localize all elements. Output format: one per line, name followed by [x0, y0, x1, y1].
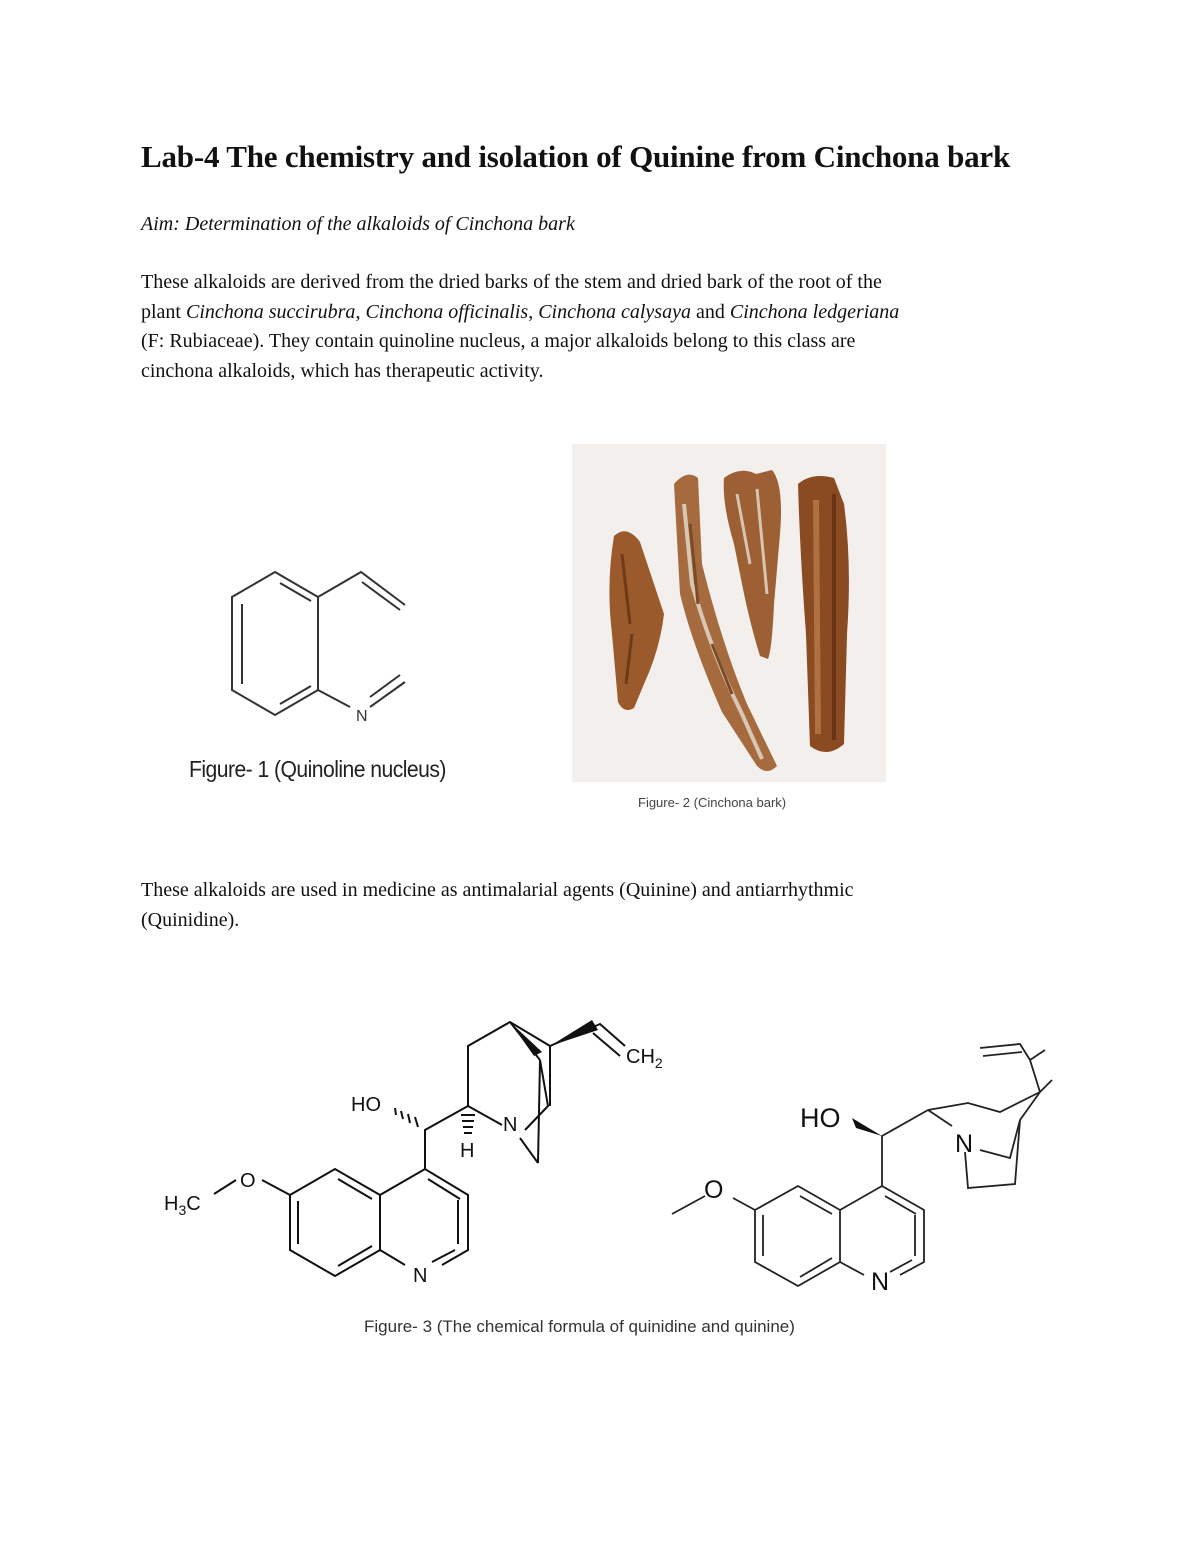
quinidine-structure — [160, 1010, 680, 1300]
quinine-structure — [665, 1035, 1065, 1300]
quinine-o-label: O — [704, 1176, 724, 1204]
aim-text: Aim: Determination of the alkaloids of Cinchona bark — [141, 213, 575, 235]
cinchona-bark-photo — [572, 444, 886, 782]
species-calysaya: Cinchona calysaya — [538, 300, 691, 323]
usage-line-1: These alkaloids are used in medicine as antimalarial agents (Quinine) and antiarrhythmic — [141, 879, 854, 901]
quinidine-ring-n-label: N — [413, 1265, 428, 1287]
figure-3-caption: Figure- 3 (The chemical formula of quinidine and quinine) — [364, 1317, 795, 1336]
intro-line-4: cinchona alkaloids, which has therapeutic activity. — [141, 359, 544, 382]
quinoline-structure — [220, 560, 420, 730]
usage-paragraph — [141, 876, 1061, 935]
quinidine-h-label: H — [460, 1140, 475, 1162]
page-title: Lab-4 The chemistry and isolation of Quinine from Cinchona bark — [141, 139, 1011, 174]
figure-1-caption: Figure- 1 (Quinoline nucleus) — [189, 756, 446, 782]
figure-2-caption: Figure- 2 (Cinchona bark) — [638, 795, 787, 810]
quinine-ho-label: HO — [800, 1103, 841, 1133]
quinidine-amine-n-label: N — [503, 1114, 518, 1136]
quinidine-ho-label: HO — [351, 1094, 381, 1116]
intro-line-2 — [141, 298, 1061, 328]
intro-line-3: (F: Rubiaceae). They contain quinoline nucleus, a major alkaloids belong to this class are — [141, 330, 856, 352]
separator: , — [355, 300, 366, 323]
quinoline-n-label: N — [356, 708, 368, 725]
species-ledgeriana: Cinchona ledgeriana — [729, 300, 900, 323]
species-succirubra: Cinchona succirubra — [186, 300, 356, 323]
quinine-ring-n-label: N — [871, 1268, 890, 1296]
conjunction: and — [690, 300, 730, 323]
separator: , — [528, 300, 539, 323]
intro-paragraph — [141, 268, 1061, 386]
quinidine-ch2-label: $CH_2$ — [626, 1046, 663, 1071]
quinine-amine-n-label: N — [955, 1130, 974, 1158]
quinidine-methyl-label: $H_3C$ — [164, 1193, 201, 1218]
species-officinalis: Cinchona officinalis — [365, 300, 529, 323]
usage-line-2: (Quinidine). — [141, 908, 240, 931]
intro-line-1: These alkaloids are derived from the dried barks of the stem and dried bark of the root of the — [141, 271, 882, 293]
quinidine-o-label: O — [240, 1170, 256, 1192]
intro-text: plant — [141, 300, 186, 323]
